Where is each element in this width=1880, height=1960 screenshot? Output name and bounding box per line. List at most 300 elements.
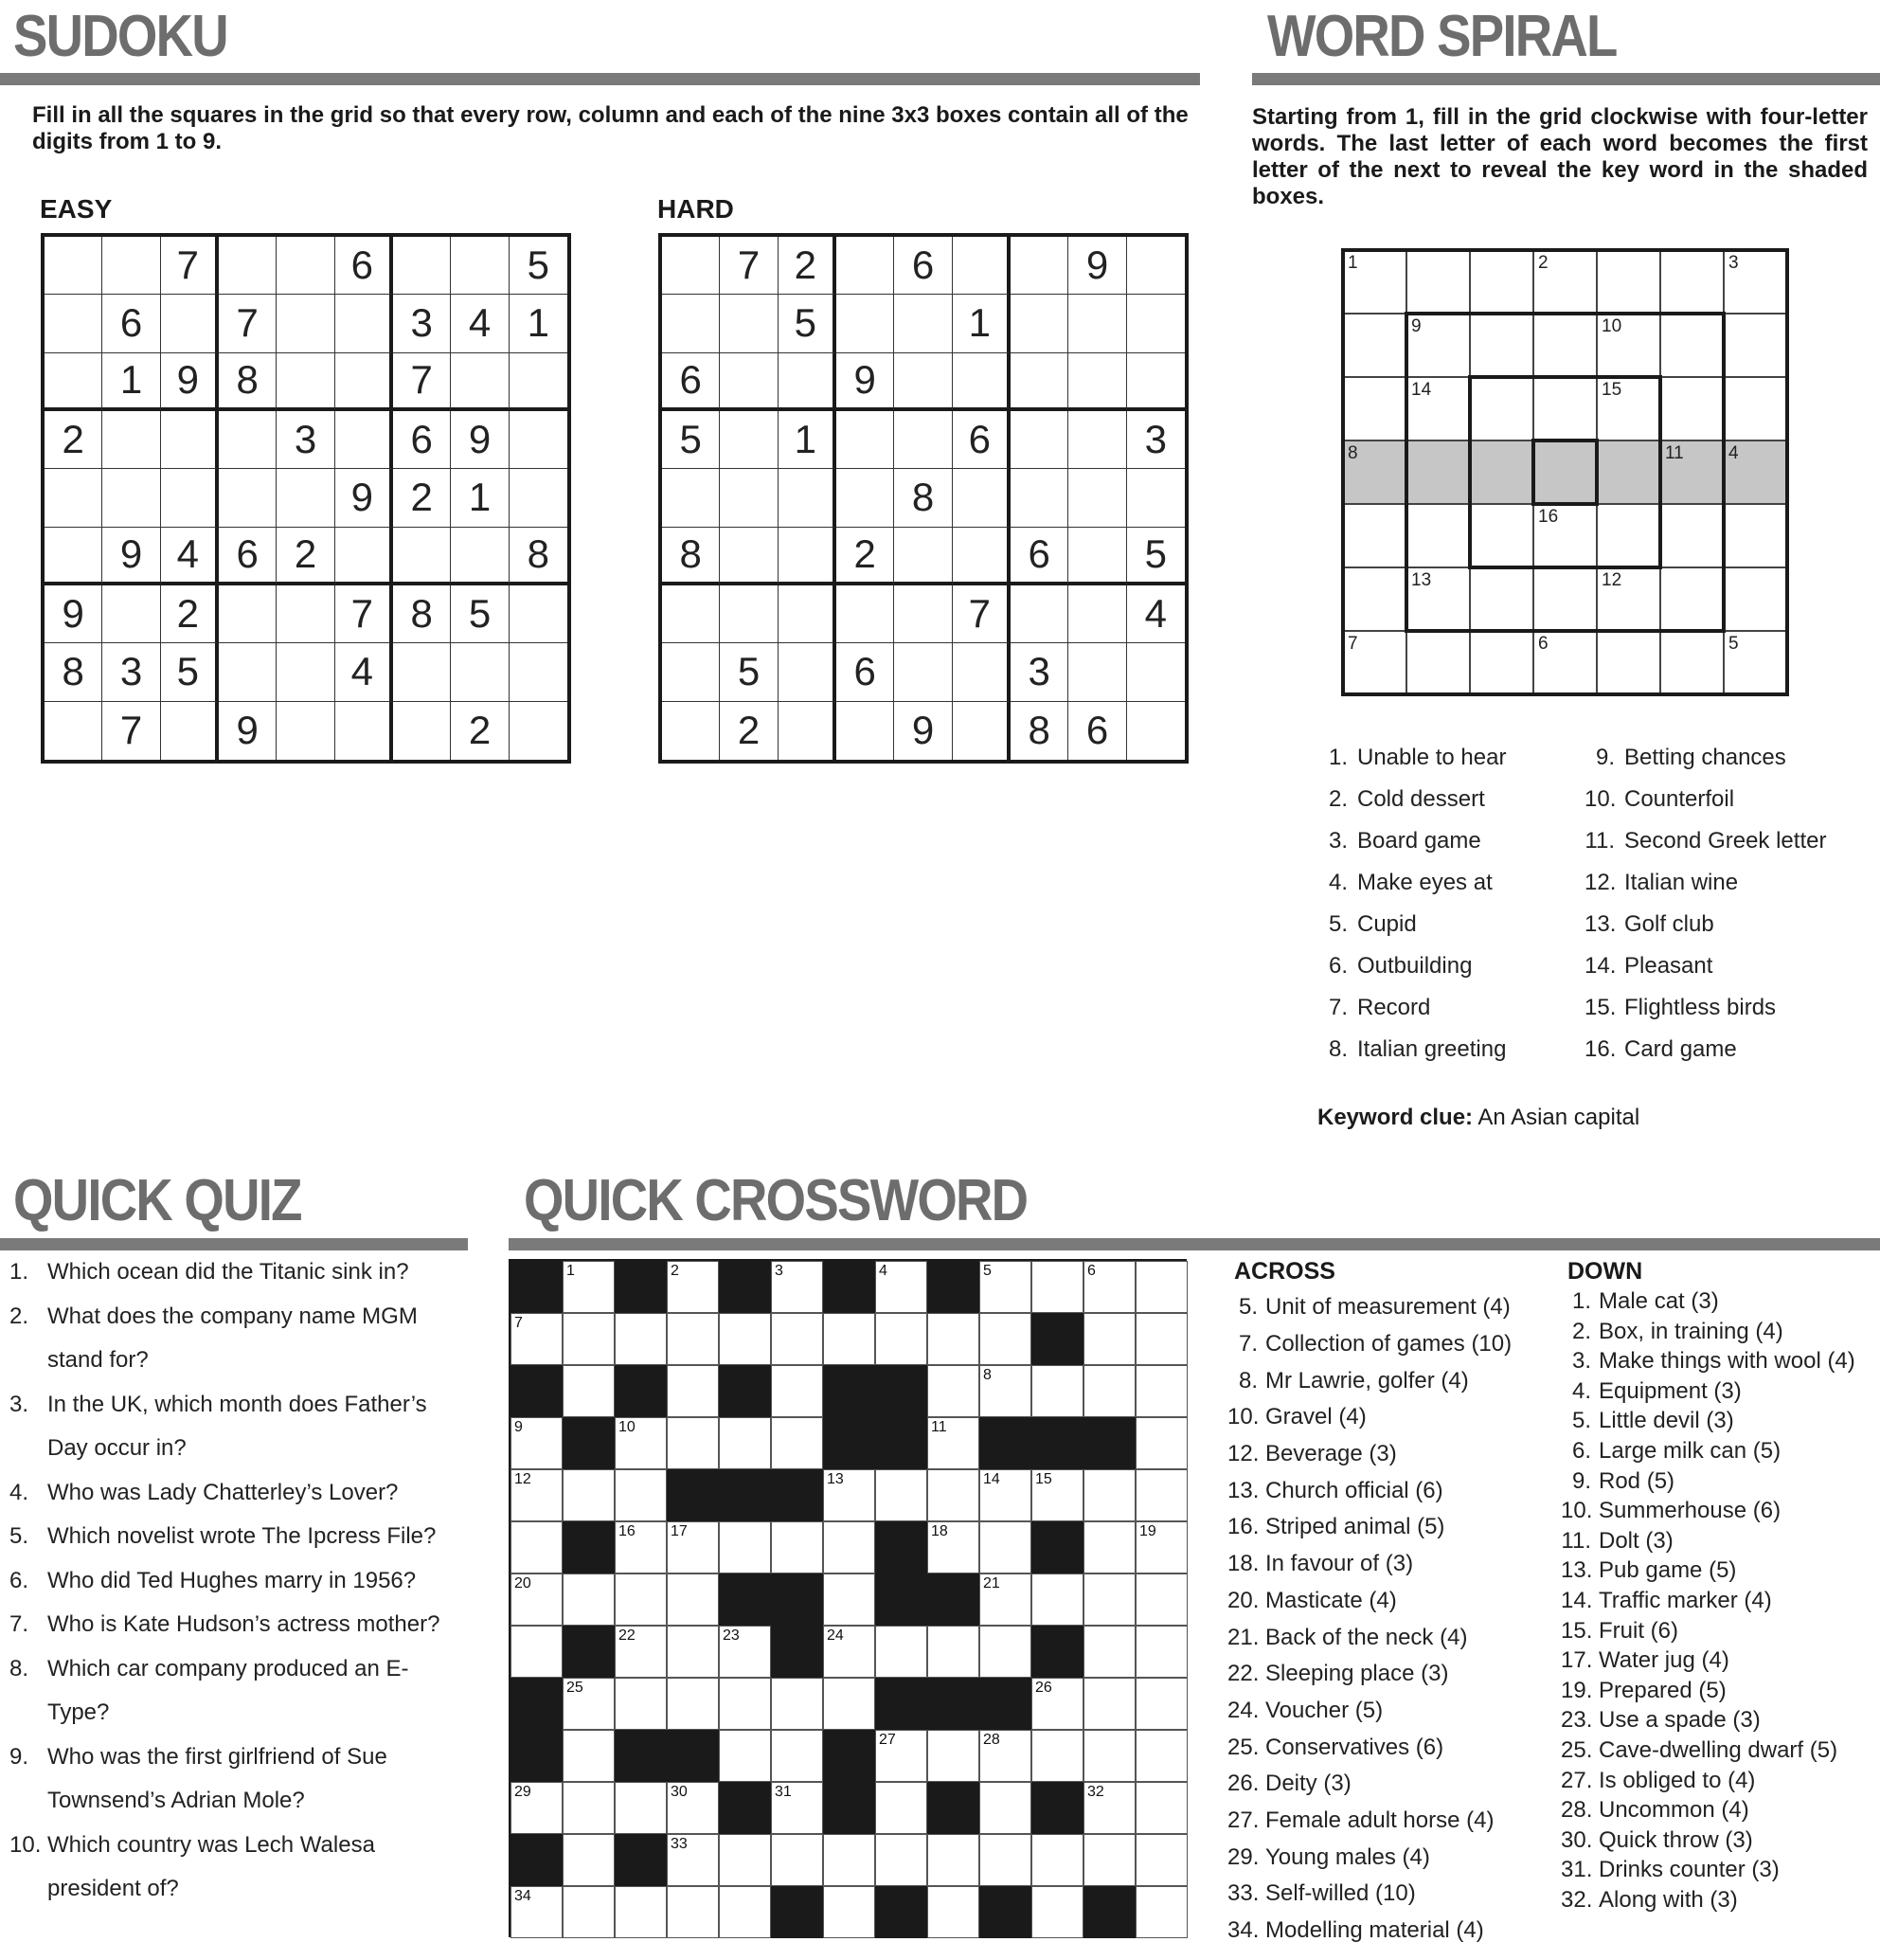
spiral-cell[interactable]	[1470, 250, 1533, 314]
crossword-cell[interactable]	[875, 1261, 927, 1313]
spiral-cell[interactable]	[1660, 567, 1724, 631]
crossword-cell[interactable]	[510, 1626, 563, 1678]
sudoku-cell[interactable]	[510, 585, 567, 643]
crossword-cell[interactable]	[1136, 1782, 1188, 1834]
sudoku-cell[interactable]: 1	[953, 295, 1011, 352]
crossword-cell[interactable]	[1136, 1313, 1188, 1365]
crossword-cell[interactable]	[667, 1886, 719, 1938]
sudoku-cell[interactable]	[219, 585, 277, 643]
crossword-cell[interactable]	[719, 1313, 771, 1365]
crossword-cell[interactable]	[979, 1626, 1031, 1678]
spiral-cell[interactable]	[1724, 441, 1787, 504]
crossword-cell[interactable]	[927, 1626, 979, 1678]
crossword-cell[interactable]	[667, 1261, 719, 1313]
sudoku-cell[interactable]: 3	[102, 643, 160, 701]
crossword-cell[interactable]	[927, 1730, 979, 1782]
sudoku-cell[interactable]	[451, 643, 509, 701]
sudoku-cell[interactable]	[894, 411, 952, 469]
sudoku-cell[interactable]: 4	[161, 528, 219, 585]
crossword-cell[interactable]	[1083, 1261, 1136, 1313]
sudoku-cell[interactable]	[219, 411, 277, 469]
crossword-cell[interactable]	[979, 1521, 1031, 1573]
sudoku-cell[interactable]: 7	[102, 702, 160, 760]
spiral-cell[interactable]	[1660, 314, 1724, 377]
sudoku-cell[interactable]	[1127, 702, 1185, 760]
crossword-cell[interactable]	[875, 1730, 927, 1782]
sudoku-cell[interactable]	[953, 702, 1011, 760]
sudoku-cell[interactable]	[451, 528, 509, 585]
crossword-cell[interactable]	[823, 1521, 875, 1573]
sudoku-cell[interactable]: 7	[393, 353, 451, 411]
crossword-cell[interactable]	[719, 1521, 771, 1573]
sudoku-cell[interactable]	[662, 469, 720, 527]
sudoku-cell[interactable]	[102, 469, 160, 527]
spiral-cell[interactable]	[1470, 441, 1533, 504]
sudoku-cell[interactable]	[102, 411, 160, 469]
sudoku-cell[interactable]	[161, 411, 219, 469]
sudoku-cell[interactable]	[510, 702, 567, 760]
crossword-cell[interactable]	[1031, 1678, 1083, 1730]
crossword-cell[interactable]	[667, 1678, 719, 1730]
crossword-cell[interactable]	[563, 1886, 615, 1938]
sudoku-cell[interactable]	[779, 702, 836, 760]
spiral-cell[interactable]	[1660, 504, 1724, 567]
sudoku-cell[interactable]	[1068, 411, 1126, 469]
spiral-cell[interactable]	[1343, 631, 1406, 694]
crossword-cell[interactable]	[563, 1678, 615, 1730]
sudoku-cell[interactable]: 6	[662, 353, 720, 411]
crossword-cell[interactable]	[1031, 1365, 1083, 1417]
sudoku-cell[interactable]	[894, 353, 952, 411]
sudoku-cell[interactable]	[836, 469, 894, 527]
sudoku-cell[interactable]: 6	[335, 237, 393, 295]
sudoku-cell[interactable]	[953, 353, 1011, 411]
crossword-cell[interactable]	[1083, 1365, 1136, 1417]
sudoku-cell[interactable]: 5	[1127, 528, 1185, 585]
spiral-cell[interactable]	[1660, 631, 1724, 694]
sudoku-cell[interactable]	[953, 237, 1011, 295]
crossword-cell[interactable]	[1136, 1626, 1188, 1678]
crossword-cell[interactable]	[1136, 1261, 1188, 1313]
crossword-cell[interactable]	[927, 1365, 979, 1417]
spiral-cell[interactable]	[1406, 377, 1470, 441]
sudoku-cell[interactable]: 9	[836, 353, 894, 411]
spiral-cell[interactable]	[1597, 631, 1660, 694]
sudoku-cell[interactable]	[1011, 585, 1068, 643]
crossword-cell[interactable]	[667, 1626, 719, 1678]
crossword-cell[interactable]	[615, 1417, 667, 1469]
sudoku-cell[interactable]: 7	[953, 585, 1011, 643]
sudoku-cell[interactable]	[662, 585, 720, 643]
sudoku-cell[interactable]: 6	[836, 643, 894, 701]
sudoku-cell[interactable]: 1	[451, 469, 509, 527]
crossword-cell[interactable]	[1136, 1417, 1188, 1469]
crossword-cell[interactable]	[510, 1417, 563, 1469]
crossword-cell[interactable]	[510, 1886, 563, 1938]
sudoku-cell[interactable]	[836, 295, 894, 352]
crossword-cell[interactable]	[719, 1730, 771, 1782]
spiral-cell[interactable]	[1724, 631, 1787, 694]
sudoku-cell[interactable]: 2	[779, 237, 836, 295]
crossword-cell[interactable]	[875, 1313, 927, 1365]
sudoku-cell[interactable]: 5	[720, 643, 778, 701]
spiral-cell[interactable]	[1406, 441, 1470, 504]
sudoku-cell[interactable]: 8	[45, 643, 102, 701]
sudoku-cell[interactable]	[219, 237, 277, 295]
crossword-cell[interactable]	[1083, 1678, 1136, 1730]
sudoku-cell[interactable]	[779, 469, 836, 527]
sudoku-cell[interactable]	[836, 585, 894, 643]
crossword-cell[interactable]	[1083, 1782, 1136, 1834]
sudoku-cell[interactable]: 8	[894, 469, 952, 527]
sudoku-cell[interactable]: 9	[102, 528, 160, 585]
spiral-cell[interactable]	[1470, 631, 1533, 694]
crossword-cell[interactable]	[1083, 1730, 1136, 1782]
crossword-cell[interactable]	[667, 1573, 719, 1626]
spiral-cell[interactable]	[1597, 567, 1660, 631]
sudoku-cell[interactable]	[510, 411, 567, 469]
sudoku-cell[interactable]	[45, 469, 102, 527]
spiral-cell[interactable]	[1724, 567, 1787, 631]
sudoku-cell[interactable]: 8	[393, 585, 451, 643]
sudoku-cell[interactable]	[45, 295, 102, 352]
crossword-cell[interactable]	[1136, 1469, 1188, 1521]
crossword-cell[interactable]	[771, 1417, 823, 1469]
sudoku-cell[interactable]	[393, 702, 451, 760]
sudoku-cell[interactable]: 9	[335, 469, 393, 527]
sudoku-cell[interactable]: 3	[1011, 643, 1068, 701]
sudoku-cell[interactable]	[45, 702, 102, 760]
sudoku-cell[interactable]	[277, 469, 334, 527]
sudoku-cell[interactable]: 8	[510, 528, 567, 585]
crossword-cell[interactable]	[823, 1313, 875, 1365]
sudoku-cell[interactable]	[393, 237, 451, 295]
spiral-cell[interactable]	[1470, 314, 1533, 377]
sudoku-cell[interactable]	[393, 643, 451, 701]
sudoku-cell[interactable]: 3	[393, 295, 451, 352]
crossword-cell[interactable]	[615, 1626, 667, 1678]
crossword-cell[interactable]	[927, 1834, 979, 1886]
spiral-cell[interactable]	[1660, 377, 1724, 441]
sudoku-cell[interactable]: 5	[451, 585, 509, 643]
crossword-cell[interactable]	[875, 1469, 927, 1521]
spiral-cell[interactable]	[1597, 250, 1660, 314]
sudoku-cell[interactable]: 8	[662, 528, 720, 585]
sudoku-cell[interactable]: 9	[1068, 237, 1126, 295]
sudoku-cell[interactable]: 2	[836, 528, 894, 585]
crossword-cell[interactable]	[563, 1730, 615, 1782]
sudoku-cell[interactable]	[662, 643, 720, 701]
crossword-cell[interactable]	[979, 1261, 1031, 1313]
crossword-cell[interactable]	[615, 1469, 667, 1521]
spiral-cell[interactable]	[1470, 567, 1533, 631]
crossword-cell[interactable]	[927, 1469, 979, 1521]
crossword-cell[interactable]	[510, 1313, 563, 1365]
crossword-cell[interactable]	[1031, 1730, 1083, 1782]
crossword-cell[interactable]	[979, 1469, 1031, 1521]
sudoku-cell[interactable]	[953, 643, 1011, 701]
sudoku-cell[interactable]: 1	[510, 295, 567, 352]
sudoku-cell[interactable]	[277, 702, 334, 760]
sudoku-cell[interactable]: 4	[1127, 585, 1185, 643]
spiral-cell[interactable]	[1406, 314, 1470, 377]
spiral-cell[interactable]	[1724, 250, 1787, 314]
sudoku-cell[interactable]	[1068, 528, 1126, 585]
crossword-cell[interactable]	[823, 1834, 875, 1886]
spiral-cell[interactable]	[1343, 567, 1406, 631]
sudoku-cell[interactable]	[720, 528, 778, 585]
spiral-cell[interactable]	[1343, 441, 1406, 504]
crossword-cell[interactable]	[615, 1313, 667, 1365]
crossword-cell[interactable]	[615, 1678, 667, 1730]
crossword-cell[interactable]	[1083, 1469, 1136, 1521]
spiral-cell[interactable]	[1470, 377, 1533, 441]
crossword-cell[interactable]	[927, 1521, 979, 1573]
spiral-cell[interactable]	[1343, 377, 1406, 441]
crossword-cell[interactable]	[1031, 1834, 1083, 1886]
sudoku-cell[interactable]: 2	[45, 411, 102, 469]
crossword-cell[interactable]	[667, 1313, 719, 1365]
sudoku-cell[interactable]	[1127, 237, 1185, 295]
crossword-cell[interactable]	[1083, 1573, 1136, 1626]
crossword-cell[interactable]	[1136, 1573, 1188, 1626]
crossword-cell[interactable]	[1136, 1365, 1188, 1417]
crossword-cell[interactable]	[1136, 1730, 1188, 1782]
crossword-cell[interactable]	[771, 1730, 823, 1782]
crossword-cell[interactable]	[615, 1521, 667, 1573]
sudoku-cell[interactable]: 7	[219, 295, 277, 352]
sudoku-cell[interactable]	[1068, 643, 1126, 701]
sudoku-cell[interactable]	[45, 353, 102, 411]
sudoku-cell[interactable]	[1011, 295, 1068, 352]
crossword-cell[interactable]	[1031, 1261, 1083, 1313]
crossword-cell[interactable]	[771, 1782, 823, 1834]
sudoku-cell[interactable]: 5	[662, 411, 720, 469]
sudoku-cell[interactable]	[779, 353, 836, 411]
sudoku-cell[interactable]: 6	[953, 411, 1011, 469]
crossword-cell[interactable]	[510, 1573, 563, 1626]
sudoku-cell[interactable]: 3	[277, 411, 334, 469]
spiral-cell[interactable]	[1343, 250, 1406, 314]
crossword-cell[interactable]	[667, 1521, 719, 1573]
crossword-cell[interactable]	[823, 1469, 875, 1521]
sudoku-cell[interactable]	[662, 295, 720, 352]
sudoku-cell[interactable]: 2	[720, 702, 778, 760]
sudoku-cell[interactable]: 9	[219, 702, 277, 760]
crossword-cell[interactable]	[667, 1834, 719, 1886]
sudoku-cell[interactable]: 6	[894, 237, 952, 295]
sudoku-cell[interactable]: 9	[451, 411, 509, 469]
crossword-cell[interactable]	[823, 1626, 875, 1678]
crossword-cell[interactable]	[667, 1417, 719, 1469]
crossword-cell[interactable]	[615, 1573, 667, 1626]
sudoku-cell[interactable]	[161, 469, 219, 527]
crossword-cell[interactable]	[510, 1469, 563, 1521]
crossword-cell[interactable]	[510, 1521, 563, 1573]
crossword-cell[interactable]	[979, 1834, 1031, 1886]
sudoku-cell[interactable]	[720, 353, 778, 411]
crossword-cell[interactable]	[771, 1313, 823, 1365]
crossword-cell[interactable]	[1136, 1834, 1188, 1886]
sudoku-cell[interactable]	[102, 237, 160, 295]
sudoku-cell[interactable]	[1011, 237, 1068, 295]
sudoku-cell[interactable]: 6	[102, 295, 160, 352]
spiral-cell[interactable]	[1724, 504, 1787, 567]
sudoku-cell[interactable]: 8	[1011, 702, 1068, 760]
sudoku-cell[interactable]	[1127, 469, 1185, 527]
crossword-cell[interactable]	[563, 1261, 615, 1313]
crossword-cell[interactable]	[719, 1834, 771, 1886]
sudoku-cell[interactable]: 7	[335, 585, 393, 643]
crossword-cell[interactable]	[979, 1365, 1031, 1417]
crossword-cell[interactable]	[979, 1573, 1031, 1626]
sudoku-cell[interactable]	[335, 295, 393, 352]
sudoku-cell[interactable]: 7	[720, 237, 778, 295]
sudoku-cell[interactable]	[393, 528, 451, 585]
crossword-cell[interactable]	[1083, 1626, 1136, 1678]
sudoku-cell[interactable]: 5	[779, 295, 836, 352]
sudoku-cell[interactable]	[779, 643, 836, 701]
crossword-cell[interactable]	[1031, 1886, 1083, 1938]
crossword-cell[interactable]	[563, 1782, 615, 1834]
sudoku-cell[interactable]: 4	[335, 643, 393, 701]
crossword-cell[interactable]	[823, 1573, 875, 1626]
crossword-cell[interactable]	[1031, 1469, 1083, 1521]
crossword-cell[interactable]	[823, 1886, 875, 1938]
sudoku-cell[interactable]	[836, 237, 894, 295]
spiral-cell[interactable]	[1343, 504, 1406, 567]
sudoku-cell[interactable]	[335, 353, 393, 411]
crossword-cell[interactable]	[1031, 1573, 1083, 1626]
spiral-cell[interactable]	[1470, 504, 1533, 567]
sudoku-cell[interactable]	[335, 411, 393, 469]
crossword-cell[interactable]	[979, 1782, 1031, 1834]
spiral-cell[interactable]	[1597, 314, 1660, 377]
spiral-cell[interactable]	[1406, 631, 1470, 694]
sudoku-cell[interactable]	[1011, 411, 1068, 469]
crossword-cell[interactable]	[719, 1417, 771, 1469]
sudoku-cell[interactable]: 5	[510, 237, 567, 295]
crossword-cell[interactable]	[927, 1313, 979, 1365]
sudoku-cell[interactable]	[662, 702, 720, 760]
sudoku-cell[interactable]: 9	[45, 585, 102, 643]
sudoku-cell[interactable]: 6	[1068, 702, 1126, 760]
spiral-cell[interactable]	[1533, 250, 1597, 314]
crossword-cell[interactable]	[563, 1573, 615, 1626]
crossword-cell[interactable]	[875, 1626, 927, 1678]
crossword-cell[interactable]	[1136, 1678, 1188, 1730]
sudoku-cell[interactable]	[836, 411, 894, 469]
crossword-cell[interactable]	[1083, 1313, 1136, 1365]
spiral-cell[interactable]	[1597, 441, 1660, 504]
spiral-cell[interactable]	[1533, 631, 1597, 694]
sudoku-cell[interactable]: 2	[451, 702, 509, 760]
sudoku-cell[interactable]	[779, 528, 836, 585]
sudoku-cell[interactable]: 6	[1011, 528, 1068, 585]
spiral-cell[interactable]	[1533, 377, 1597, 441]
sudoku-cell[interactable]	[335, 528, 393, 585]
sudoku-cell[interactable]: 2	[277, 528, 334, 585]
sudoku-cell[interactable]	[219, 643, 277, 701]
spiral-cell[interactable]	[1343, 314, 1406, 377]
crossword-cell[interactable]	[1083, 1521, 1136, 1573]
spiral-cell[interactable]	[1406, 567, 1470, 631]
sudoku-cell[interactable]	[1068, 585, 1126, 643]
sudoku-cell[interactable]: 1	[102, 353, 160, 411]
crossword-cell[interactable]	[927, 1886, 979, 1938]
sudoku-cell[interactable]	[779, 585, 836, 643]
sudoku-cell[interactable]	[277, 585, 334, 643]
crossword-cell[interactable]	[667, 1365, 719, 1417]
spiral-cell[interactable]	[1406, 504, 1470, 567]
sudoku-cell[interactable]	[219, 469, 277, 527]
sudoku-cell[interactable]	[953, 528, 1011, 585]
sudoku-cell[interactable]	[510, 353, 567, 411]
sudoku-cell[interactable]	[451, 353, 509, 411]
sudoku-cell[interactable]	[102, 585, 160, 643]
sudoku-cell[interactable]	[45, 528, 102, 585]
crossword-cell[interactable]	[771, 1261, 823, 1313]
crossword-cell[interactable]	[667, 1782, 719, 1834]
sudoku-cell[interactable]	[894, 295, 952, 352]
crossword-cell[interactable]	[719, 1626, 771, 1678]
sudoku-cell[interactable]	[277, 643, 334, 701]
sudoku-cell[interactable]: 7	[161, 237, 219, 295]
sudoku-cell[interactable]	[1068, 295, 1126, 352]
crossword-cell[interactable]	[875, 1782, 927, 1834]
sudoku-cell[interactable]	[720, 295, 778, 352]
sudoku-cell[interactable]: 2	[393, 469, 451, 527]
crossword-cell[interactable]	[979, 1730, 1031, 1782]
crossword-cell[interactable]	[563, 1313, 615, 1365]
sudoku-cell[interactable]	[720, 469, 778, 527]
sudoku-cell[interactable]	[1011, 353, 1068, 411]
spiral-cell[interactable]	[1724, 377, 1787, 441]
crossword-cell[interactable]	[823, 1678, 875, 1730]
sudoku-cell[interactable]	[510, 643, 567, 701]
crossword-cell[interactable]	[563, 1834, 615, 1886]
sudoku-cell[interactable]: 1	[779, 411, 836, 469]
crossword-cell[interactable]	[615, 1886, 667, 1938]
sudoku-cell[interactable]	[277, 353, 334, 411]
spiral-cell[interactable]	[1533, 567, 1597, 631]
crossword-cell[interactable]	[771, 1365, 823, 1417]
crossword-cell[interactable]	[615, 1782, 667, 1834]
sudoku-cell[interactable]	[1127, 295, 1185, 352]
sudoku-cell[interactable]	[1127, 353, 1185, 411]
spiral-cell[interactable]	[1533, 441, 1597, 504]
crossword-cell[interactable]	[927, 1417, 979, 1469]
spiral-cell[interactable]	[1724, 314, 1787, 377]
sudoku-cell[interactable]: 9	[894, 702, 952, 760]
sudoku-cell[interactable]	[720, 411, 778, 469]
crossword-cell[interactable]	[719, 1886, 771, 1938]
sudoku-cell[interactable]	[894, 643, 952, 701]
sudoku-cell[interactable]: 6	[393, 411, 451, 469]
sudoku-cell[interactable]: 5	[161, 643, 219, 701]
sudoku-cell[interactable]: 8	[219, 353, 277, 411]
sudoku-cell[interactable]	[894, 528, 952, 585]
sudoku-cell[interactable]	[720, 585, 778, 643]
crossword-cell[interactable]	[771, 1678, 823, 1730]
crossword-cell[interactable]	[510, 1782, 563, 1834]
spiral-cell[interactable]	[1406, 250, 1470, 314]
sudoku-cell[interactable]	[451, 237, 509, 295]
sudoku-cell[interactable]: 4	[451, 295, 509, 352]
sudoku-cell[interactable]	[836, 702, 894, 760]
sudoku-cell[interactable]	[335, 702, 393, 760]
crossword-cell[interactable]	[875, 1834, 927, 1886]
